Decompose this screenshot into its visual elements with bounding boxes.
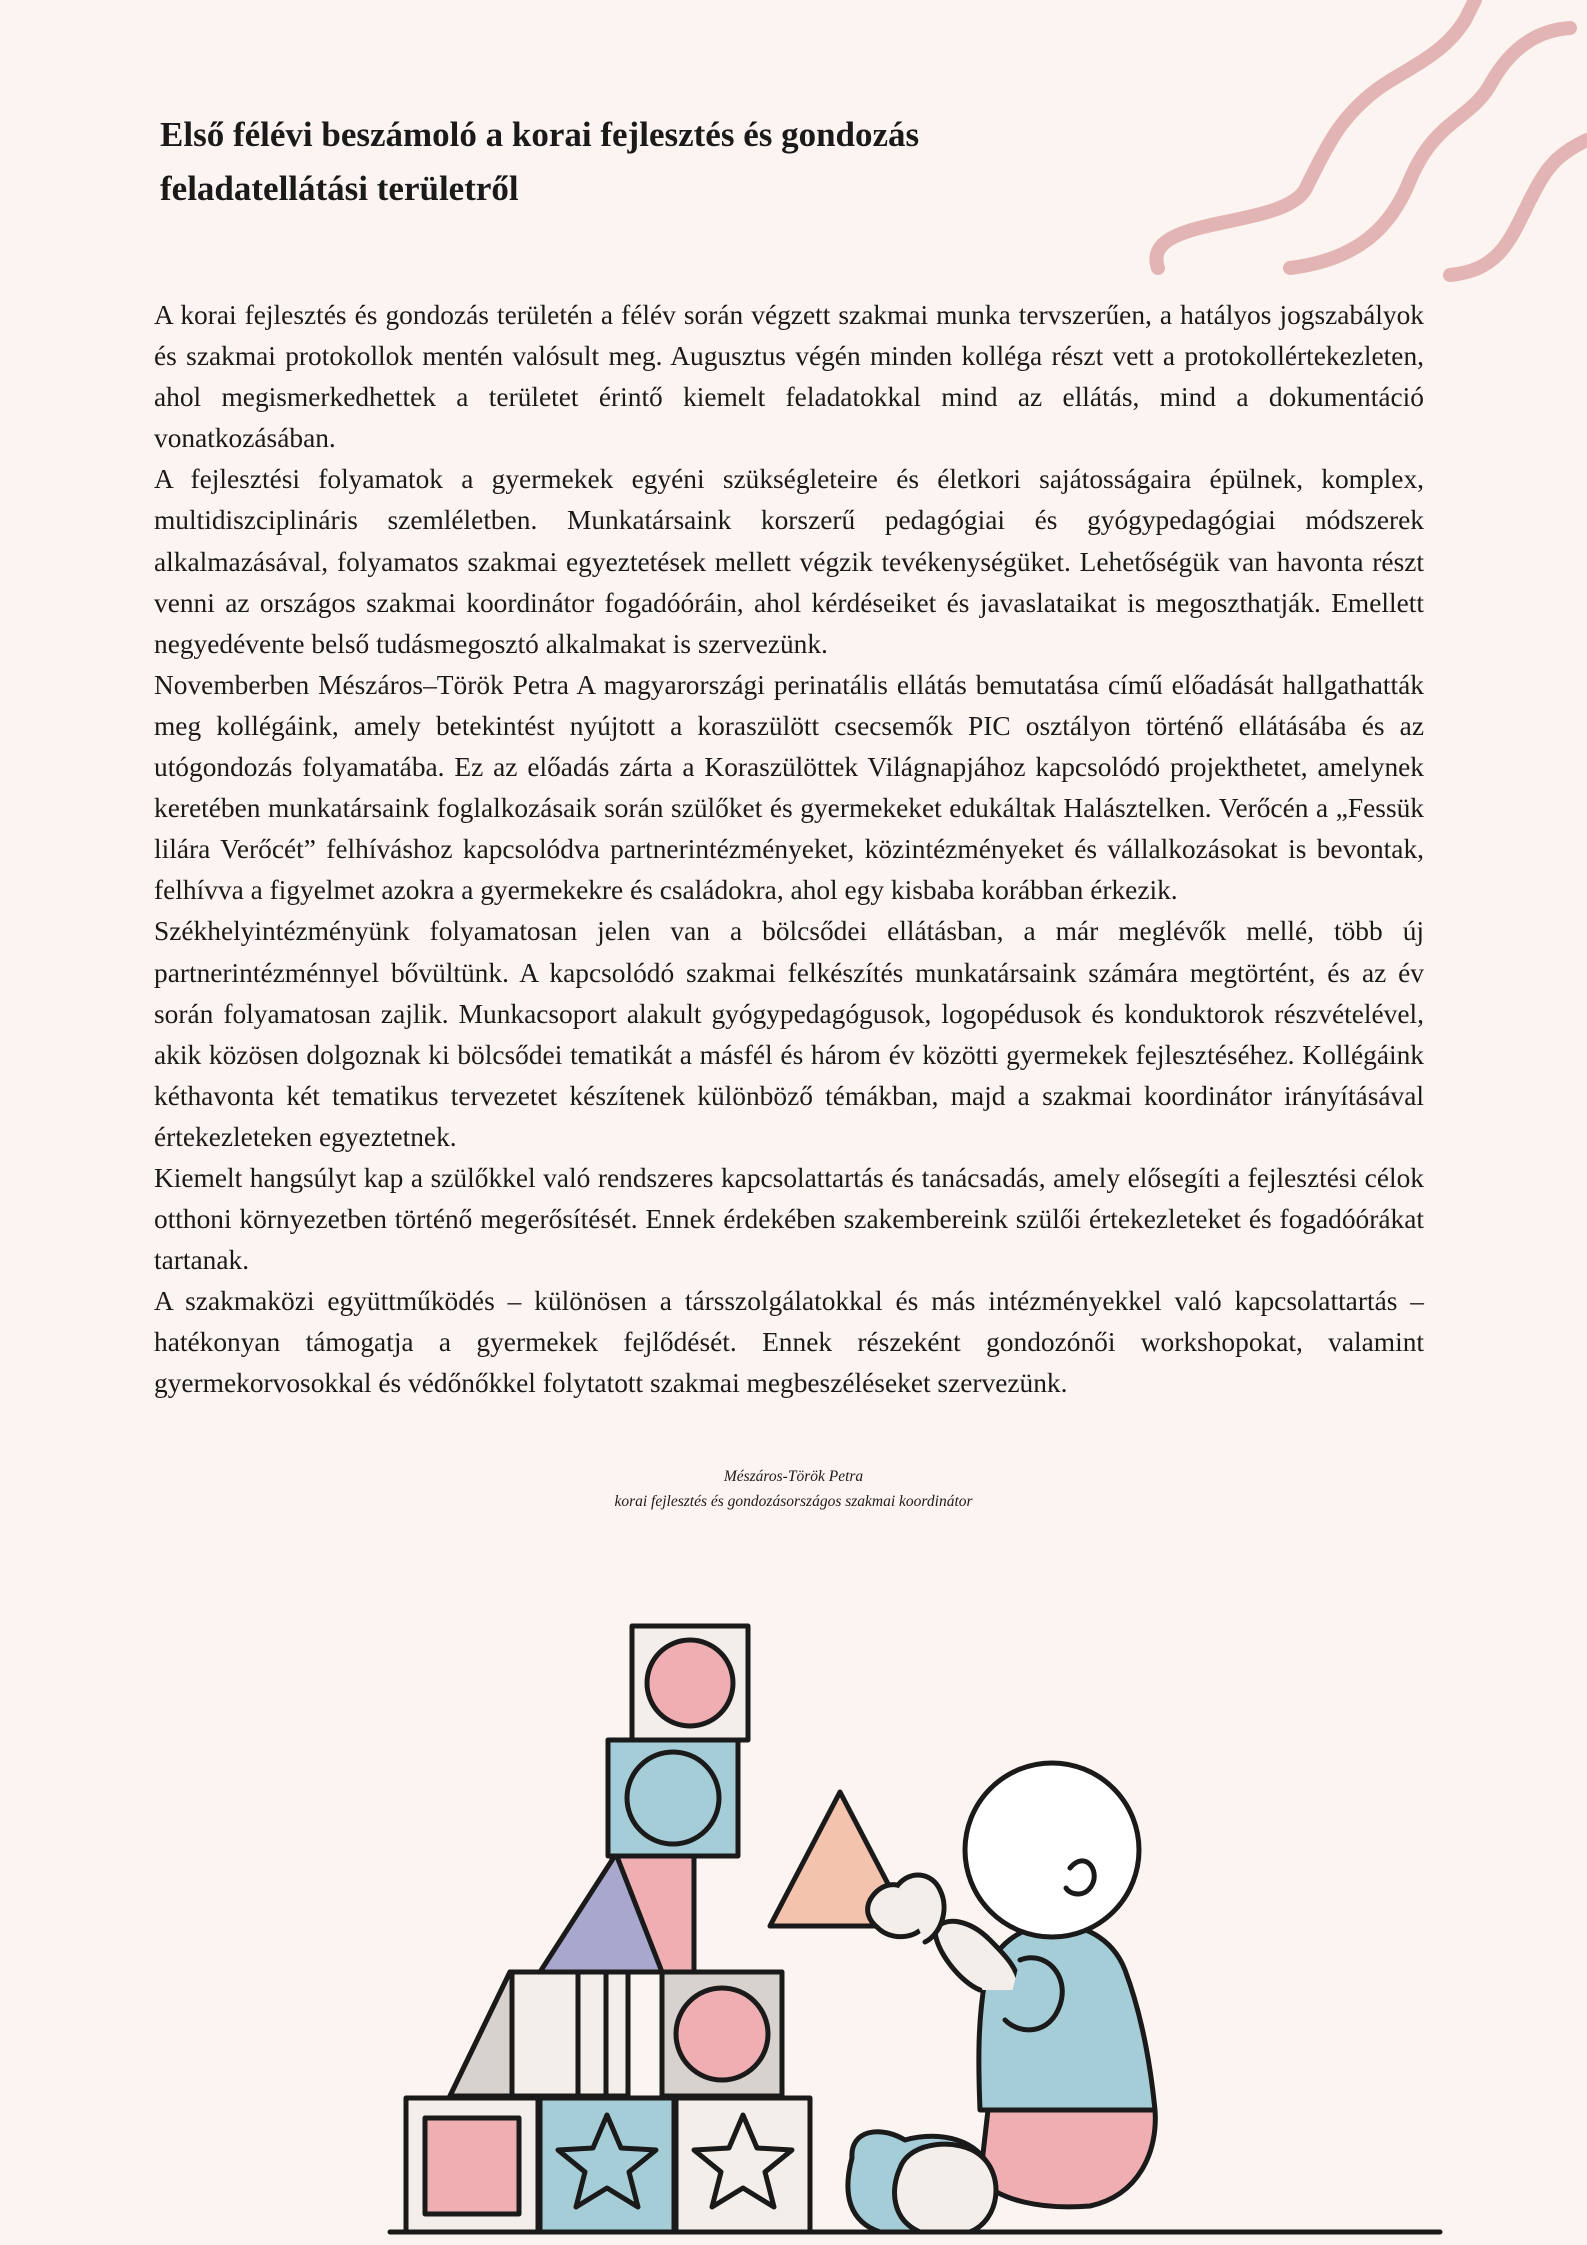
signature-role: korai fejlesztés és gondozásországos szakmai koordinátor — [614, 1493, 973, 1510]
block-cream-star — [676, 2098, 810, 2232]
paragraph-5: Kiemelt hangsúlyt kap a szülőkkel való rendszeres kapcsolattartás és tanácsadás, amely elősegíti a fejlesztési célok otthoni környezetben történő megerősítését. Ennek érdekében szakembereink szülői értekezleteket és fogadóórákat tartanak. — [154, 1162, 1424, 1276]
signature-name: Mészáros-Török Petra — [723, 1468, 864, 1485]
document-body — [154, 295, 1424, 1405]
paragraph-4: Székhelyintézményünk folyamatosan jelen van a bölcsődei ellátásban, a már meglévők mellé, több új partnerintézménnyel bővültünk. A kapcsolódó szakmai felkészítés munkatársaink számára megtörtént, és az év során folyamatosan zajlik. Munkacsoport alakult gyógypedagógusok, logopédusok és konduktorok részvételével, akik közösen dolgoznak ki bölcsődei tematikát a másfél és három év közötti gyermekek fejlesztéséhez. Kollégáink kéthavonta két tematikus tervezetet készítenek különböző témákban, majd a szakmai koordinátor irányításával értekezleteken egyeztetnek. — [154, 916, 1424, 1152]
toy-blocks-illustration — [380, 1610, 1460, 2245]
squiggle-left — [1156, 0, 1475, 268]
squiggle-lower — [1450, 140, 1587, 275]
paragraph-3: Novemberben Mészáros–Török Petra A magyarországi perinatális ellátás bemutatása című előadását hallgathatták meg kollégáink, amely betekintést nyújtott a koraszülött csecsemők PIC osztályon történő ellátásába és az utógondozás folyamatába. Ez az előadás zárta a Koraszülöttek Világnapjához kapcsolódó projekthetet, amelynek keretében munkatársaink foglalkozásaik során szülőket és gyermekeket edukáltak Halásztelken. Verőcén a „Fessük lilára Verőcét” felhíváshoz kapcsolódva partnerintézményeket, közintézményeket és vállalkozásokat is bevontak, felhívva a figyelmet azokra a gyermekekre és családokra, ahol egy kisbaba korábban érkezik. — [154, 669, 1424, 906]
block-blue-circle — [608, 1740, 738, 1856]
block-pink-square — [406, 2098, 538, 2232]
title-line-2: feladatellátási területről — [160, 169, 519, 208]
block-gray-pink-circle — [662, 1972, 782, 2096]
baby-figure — [848, 1763, 1155, 2232]
block-top-pink-circle — [632, 1626, 748, 1740]
paragraph-6: A szakmaközi együttműködés – különösen a társszolgálatokkal és más intézményekkel való kapcsolattartás – hatékonyan támogatja a gyermekek fejlődését. Ennek részeként gondozónői workshopokat, valamint gyermekorvosokkal és védőnőkkel folytatott szakmai megbeszéléseket szervezünk. — [154, 1286, 1424, 1399]
decorative-squiggles — [1140, 0, 1587, 300]
block-cream-cylinder — [512, 1972, 628, 2096]
block-blue-star — [540, 2098, 674, 2232]
signature-block — [0, 1464, 1587, 1514]
title-line-1: Első félévi beszámoló a korai fejlesztés és gondozás — [160, 115, 920, 154]
paragraph-2: A fejlesztési folyamatok a gyermekek egyéni szükségleteire és életkori sajátosságaira épülnek, komplex, multidiszciplináris szemléletben. Munkatársaink korszerű pedagógiai és gyógypedagógiai módszerek alkalmazásával, folyamatos szakmai egyeztetések mellett végzik tevékenységüket. Lehetőségük van havonta részt venni az országos szakmai koordinátor fogadóóráin, ahol kérdéseiket és javaslataikat is megoszthatják. Emellett negyedévente belső tudásmegosztó alkalmakat is szervezünk. — [154, 464, 1424, 659]
paragraph-1: A korai fejlesztés és gondozás területén a félév során végzett szakmai munka tervszerűen, a hatályos jogszabályok és szakmai protokollok mentén valósult meg. Augusztus végén minden kolléga részt vett a protokollértekezleten, ahol megismerkedhettek a területet érintő kiemelt feladatokkal mind az ellátás, mind a dokumentáció vonatkozásában. — [154, 300, 1424, 454]
document-title — [160, 108, 1060, 216]
